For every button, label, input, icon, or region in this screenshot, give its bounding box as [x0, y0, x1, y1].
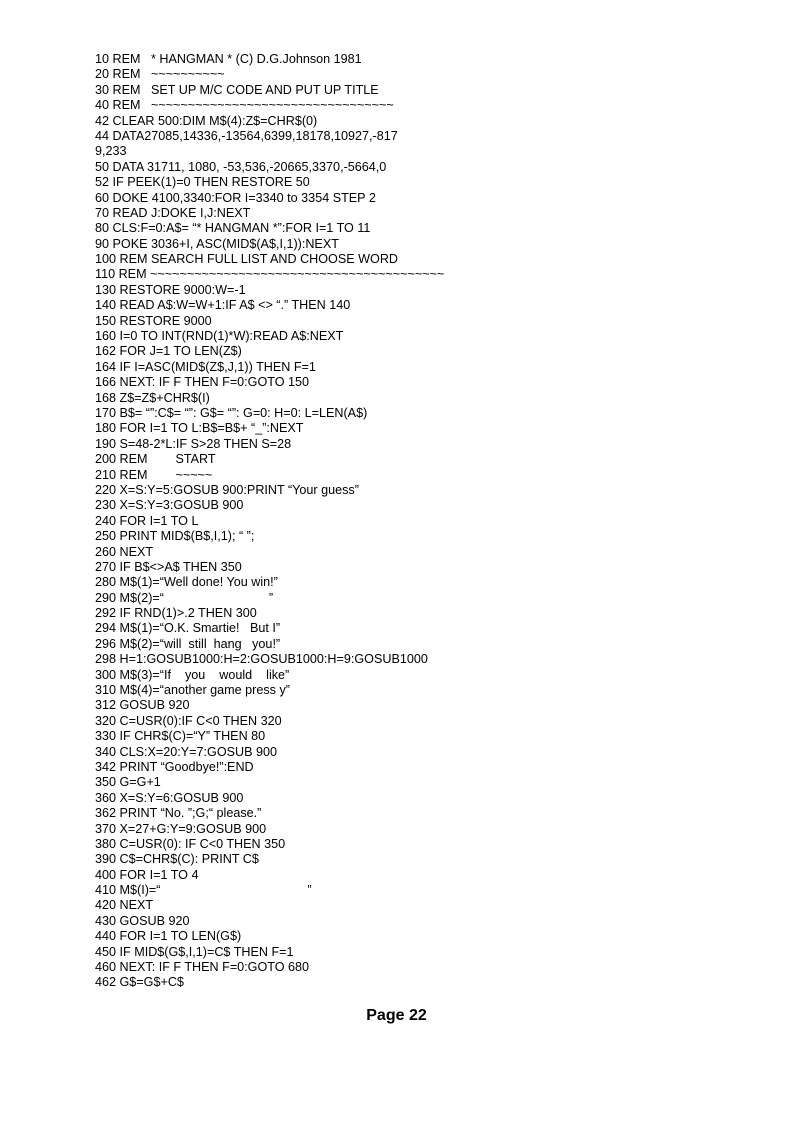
code-line: 320 C=USR(0):IF C<0 THEN 320 — [95, 713, 282, 728]
code-line: 60 DOKE 4100,3340:FOR I=3340 to 3354 STEP 2 — [95, 190, 376, 205]
code-line: 300 M$(3)=“If you would like” — [95, 667, 290, 682]
code-line: 312 GOSUB 920 — [95, 698, 190, 713]
code-line: 130 RESTORE 9000:W=-1 — [95, 282, 246, 297]
code-line: 294 M$(1)=“O.K. Smartie! But I” — [95, 621, 281, 636]
code-line: 166 NEXT: IF F THEN F=0:GOTO 150 — [95, 375, 310, 390]
code-line: 180 FOR I=1 TO L:B$=B$+ “_”:NEXT — [95, 421, 304, 436]
code-line: 400 FOR I=1 TO 4 — [95, 867, 199, 882]
code-line: 150 RESTORE 9000 — [95, 313, 212, 328]
code-line: 280 M$(1)=“Well done! You win!” — [95, 575, 278, 590]
code-line: 160 I=0 TO INT(RND(1)*W):READ A$:NEXT — [95, 329, 344, 344]
code-line: 162 FOR J=1 TO LEN(Z$) — [95, 344, 242, 359]
code-line: 430 GOSUB 920 — [95, 913, 190, 928]
code-line: 410 M$(I)=“ ” — [95, 883, 312, 898]
code-line: 210 REM ~~~~~ — [95, 467, 213, 482]
code-line: 52 IF PEEK(1)=0 THEN RESTORE 50 — [95, 175, 310, 190]
code-line: 140 READ A$:W=W+1:IF A$ <> “.” THEN 140 — [95, 298, 351, 313]
code-line: 70 READ J:DOKE I,J:NEXT — [95, 205, 251, 220]
code-line: 44 DATA27085,14336,-13564,6399,18178,10927,-817 — [95, 128, 398, 143]
code-line: 340 CLS:X=20:Y=7:GOSUB 900 — [95, 744, 278, 759]
code-line: 250 PRINT MID$(B$,I,1); “ ”; — [95, 529, 255, 544]
code-line: 462 G$=G$+C$ — [95, 975, 184, 990]
code-line: 240 FOR I=1 TO L — [95, 513, 199, 528]
code-line: 20 REM ~~~~~~~~~~ — [95, 67, 225, 82]
code-line: 260 NEXT — [95, 544, 154, 559]
code-line: 164 IF I=ASC(MID$(Z$,J,1)) THEN F=1 — [95, 359, 316, 374]
code-line: 90 POKE 3036+I, ASC(MID$(A$,I,1)):NEXT — [95, 236, 339, 251]
code-line: 290 M$(2)=“ ” — [95, 590, 274, 605]
code-line: 310 M$(4)=“another game press y” — [95, 683, 290, 698]
code-line: 42 CLEAR 500:DIM M$(4):Z$=CHR$(0) — [95, 113, 318, 128]
code-line: 9,233 — [95, 144, 127, 159]
code-line: 200 REM START — [95, 452, 216, 467]
code-line: 298 H=1:GOSUB1000:H=2:GOSUB1000:H=9:GOSUB1000 — [95, 652, 428, 667]
code-line: 362 PRINT “No. ”;G;“ please.” — [95, 806, 262, 821]
code-line: 30 REM SET UP M/C CODE AND PUT UP TITLE — [95, 82, 379, 97]
code-line: 450 IF MID$(G$,I,1)=C$ THEN F=1 — [95, 944, 294, 959]
code-line: 370 X=27+G:Y=9:GOSUB 900 — [95, 821, 267, 836]
code-line: 40 REM ~~~~~~~~~~~~~~~~~~~~~~~~~~~~~~~~~ — [95, 98, 394, 113]
code-line: 460 NEXT: IF F THEN F=0:GOTO 680 — [95, 960, 310, 975]
code-line: 190 S=48-2*L:IF S>28 THEN S=28 — [95, 436, 292, 451]
code-line: 380 C=USR(0): IF C<0 THEN 350 — [95, 836, 286, 851]
page-number: Page 22 — [366, 1007, 427, 1024]
code-line: 168 Z$=Z$+CHR$(I) — [95, 390, 210, 405]
code-line: 50 DATA 31711, 1080, -53,536,-20665,3370,-5664,0 — [95, 159, 387, 174]
code-line: 270 IF B$<>A$ THEN 350 — [95, 559, 242, 574]
code-line: 80 CLS:F=0:A$= “* HANGMAN *”:FOR I=1 TO 11 — [95, 221, 371, 236]
program-listing — [95, 52, 755, 991]
code-line: 296 M$(2)=“will still hang you!” — [95, 636, 281, 651]
code-line: 100 REM SEARCH FULL LIST AND CHOOSE WORD — [95, 252, 399, 267]
code-line: 440 FOR I=1 TO LEN(G$) — [95, 929, 242, 944]
code-line: 230 X=S:Y=3:GOSUB 900 — [95, 498, 244, 513]
code-line: 110 REM ~~~~~~~~~~~~~~~~~~~~~~~~~~~~~~~~~~~~~~~~ — [95, 267, 445, 282]
code-line: 390 C$=CHR$(C): PRINT C$ — [95, 852, 259, 867]
code-line: 350 G=G+1 — [95, 775, 161, 790]
code-line: 10 REM * HANGMAN * (C) D.G.Johnson 1981 — [95, 52, 362, 66]
code-line: 292 IF RND(1)>.2 THEN 300 — [95, 606, 257, 621]
code-line: 360 X=S:Y=6:GOSUB 900 — [95, 790, 244, 805]
code-line: 170 B$= “”:C$= “”: G$= “”: G=0: H=0: L=LEN(A$) — [95, 405, 368, 420]
code-line: 330 IF CHR$(C)=“Y” THEN 80 — [95, 729, 266, 744]
code-line: 342 PRINT “Goodbye!”:END — [95, 759, 254, 774]
code-line: 220 X=S:Y=5:GOSUB 900:PRINT “Your guess” — [95, 482, 359, 497]
code-line: 420 NEXT — [95, 898, 154, 913]
